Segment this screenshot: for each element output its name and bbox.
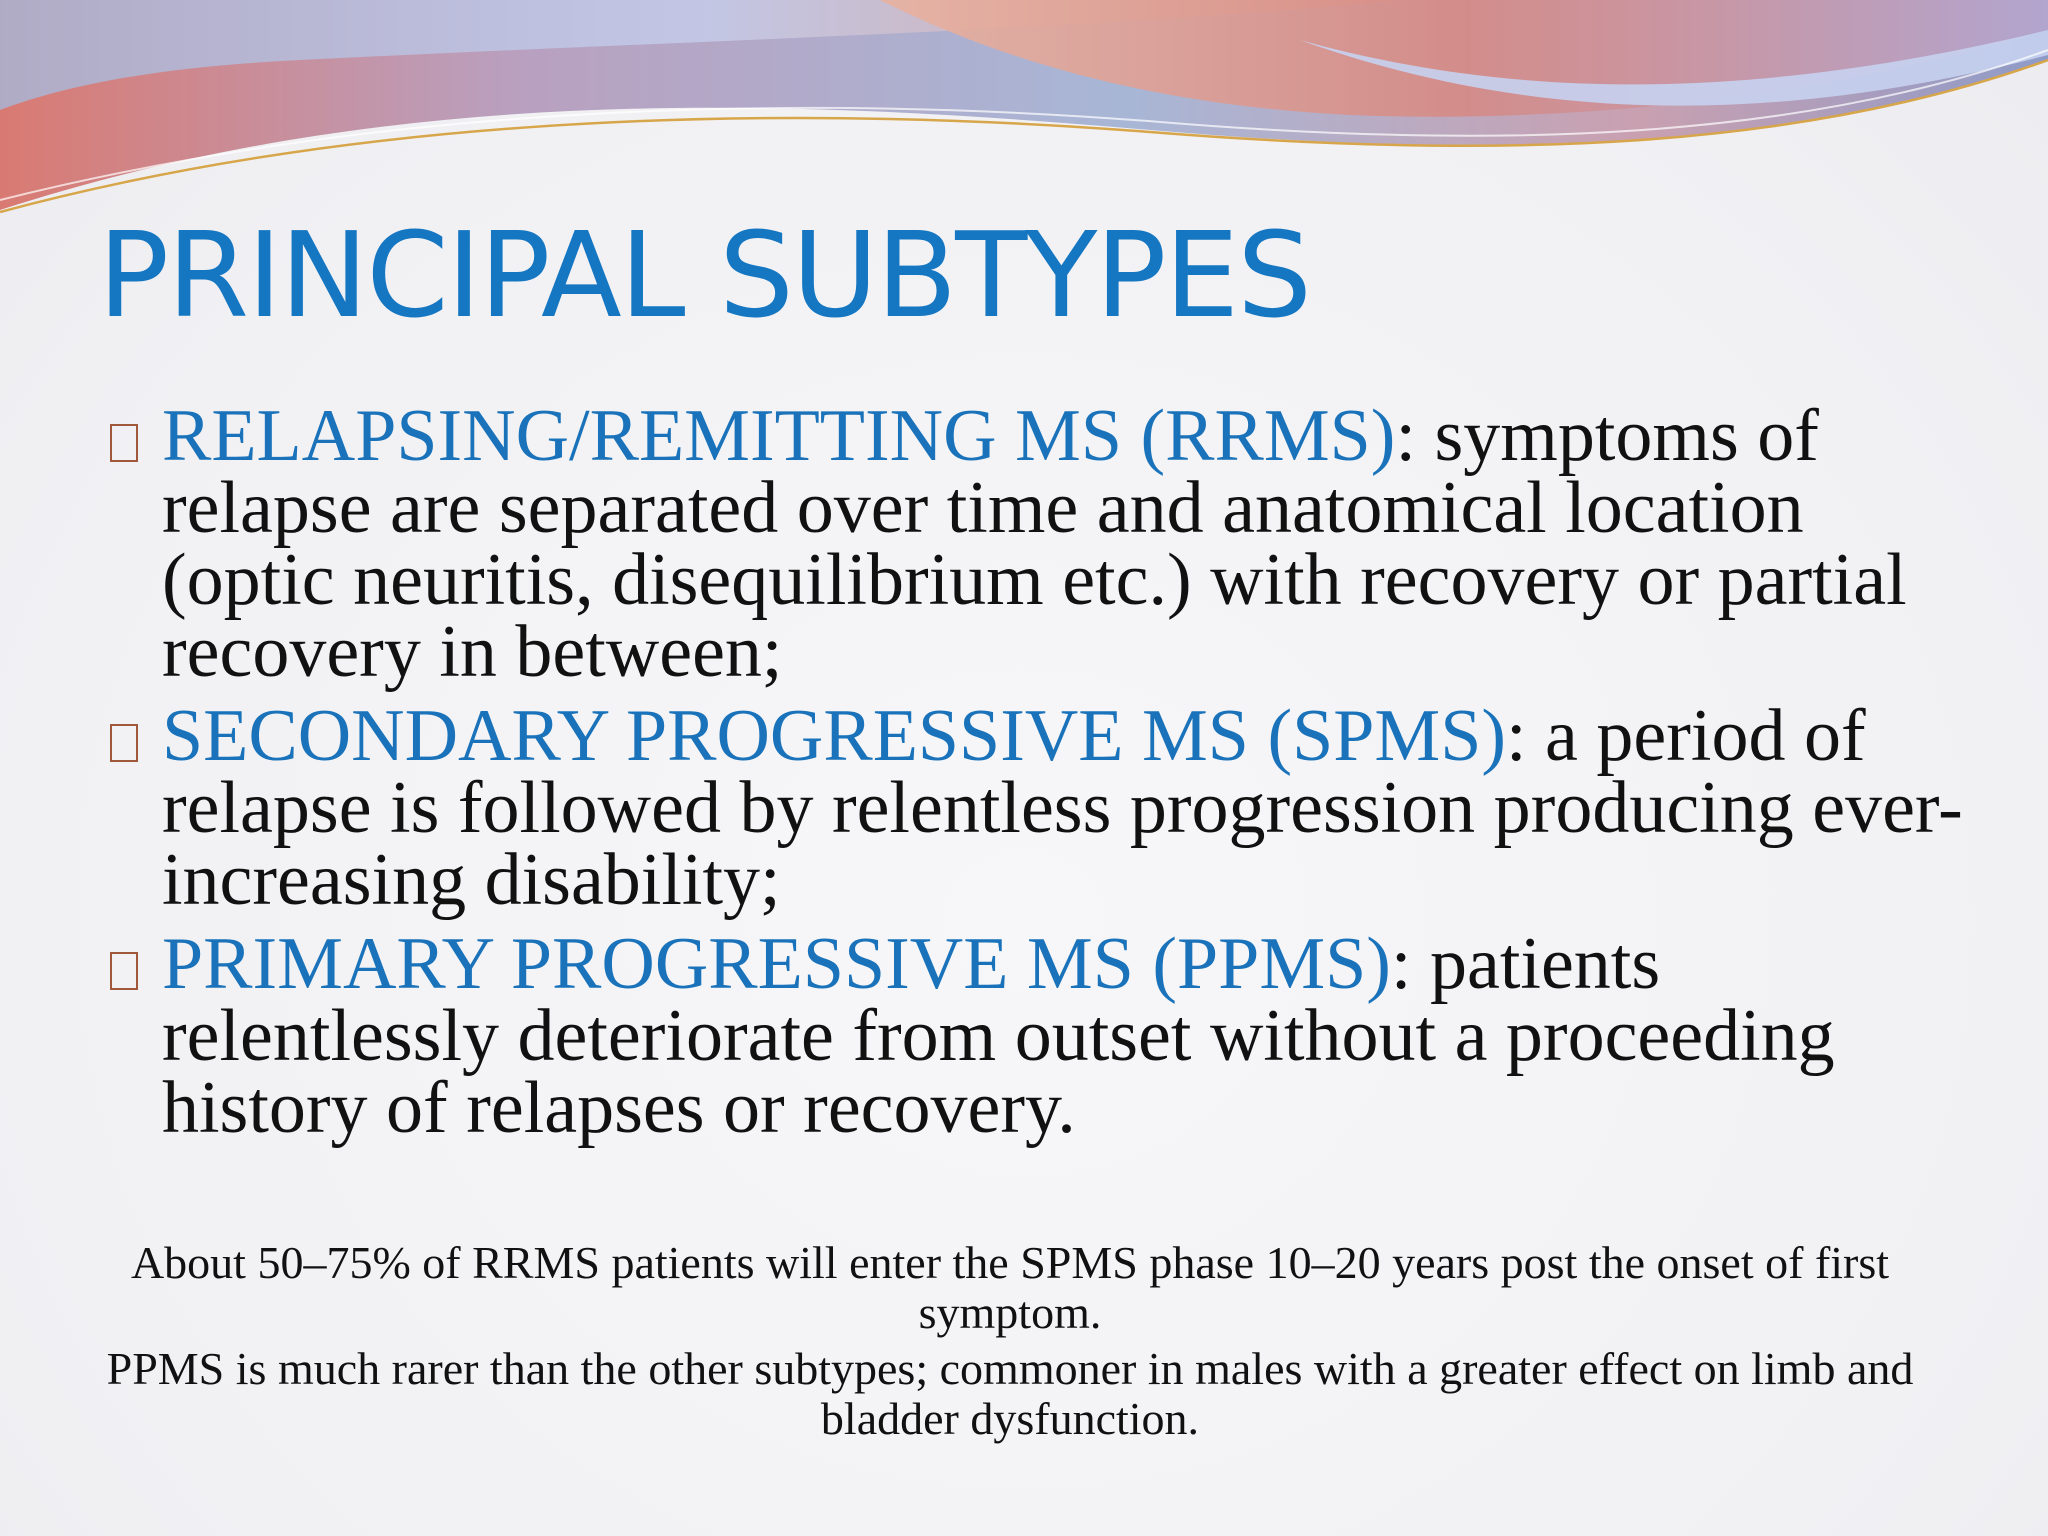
slide-title: PRINCIPAL SUBTYPES [98, 206, 1310, 344]
bullet-term: RELAPSING/REMITTING MS (RRMS) [162, 395, 1396, 477]
header-wave-decoration [0, 0, 2048, 240]
bullet-description: : patients relentlessly deteriorate from outset without a proceeding history of relapses or recovery. [162, 923, 1835, 1149]
bullet-item-spms [110, 695, 1990, 921]
footnotes [80, 1238, 1940, 1450]
footnote-ppms-rarity: PPMS is much rarer than the other subtypes; commoner in males with a greater effect on limb and bladder dysfunction. [106, 1343, 1914, 1444]
bullet-square-icon [110, 424, 138, 462]
bullet-description: : a period of relapse is followed by relentless progression producing ever-increasing disability; [162, 695, 1963, 921]
bullet-square-icon [110, 724, 138, 762]
bullet-term: PRIMARY PROGRESSIVE MS (PPMS) [162, 923, 1391, 1005]
bullet-item-rrms [110, 395, 1990, 693]
footnote-spms-transition: About 50–75% of RRMS patients will enter the SPMS phase 10–20 years post the onset of first symptom. [130, 1237, 1890, 1338]
bullet-list [110, 395, 1990, 1156]
bullet-square-icon [110, 952, 138, 990]
bullet-item-ppms [110, 923, 1990, 1149]
bullet-description: : symptoms of relapse are separated over time and anatomical location (optic neuritis, disequilibrium etc.) with recovery or partial recovery in between; [162, 395, 1907, 693]
bullet-term: SECONDARY PROGRESSIVE MS (SPMS) [162, 695, 1506, 777]
